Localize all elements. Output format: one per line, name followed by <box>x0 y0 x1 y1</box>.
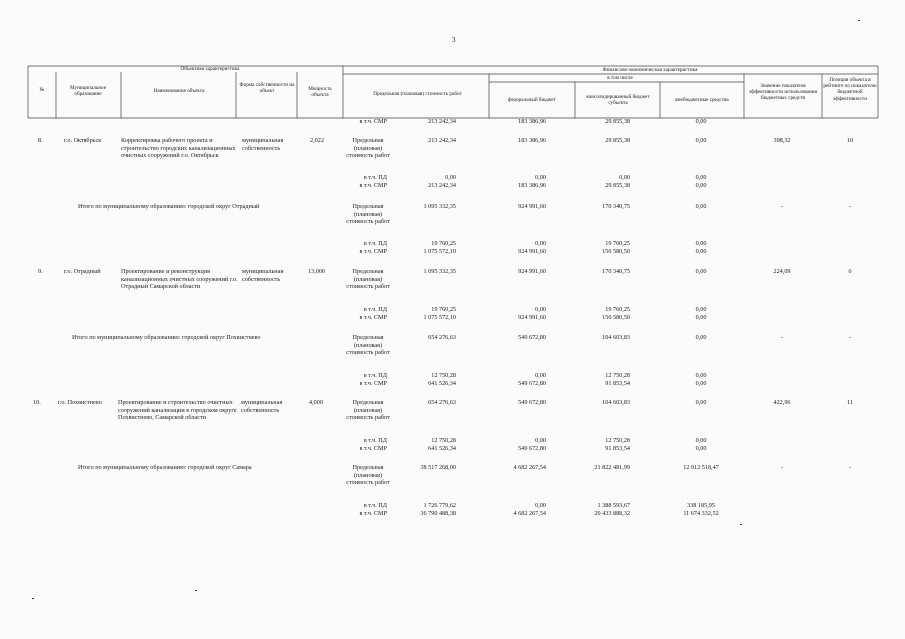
pd-federal-cell: 0,00 <box>535 372 546 379</box>
smr-extrabudget-cell: 0,00 <box>695 380 707 387</box>
federal-cell: 549 672,80 <box>518 334 546 341</box>
rank-cell: 11 <box>847 399 853 406</box>
efficiency-cell: - <box>780 203 784 210</box>
object-name-cell: Проектирование и строительство очистных сооружений канализации в городском округе Похвистнево, Самарской области <box>118 399 237 422</box>
smr-federal-cell: 549 672,80 <box>518 445 546 452</box>
efficiency-cell: 398,32 <box>773 137 791 144</box>
row-label: Предельная (плановая) стоимость работ <box>346 268 390 291</box>
pd-federal-cell: 0,00 <box>535 502 546 509</box>
federal-cell: 549 672,80 <box>518 399 546 406</box>
smr-label: в т.ч. СМР <box>359 380 387 387</box>
pd-cost-cell: 1 726 779,62 <box>423 502 456 509</box>
rank-cell: - <box>848 334 852 341</box>
consolidated-cell: 104 603,83 <box>602 399 630 406</box>
federal-cell: 4 682 267,54 <box>513 464 546 471</box>
smr-federal-cell: 183 386,96 <box>518 182 546 189</box>
row-label: в т.ч. СМР <box>359 118 387 125</box>
efficiency-cell: 422,96 <box>773 399 791 406</box>
page-number: 3 <box>452 36 456 44</box>
pd-consolidated-cell: 0,00 <box>619 174 630 181</box>
pd-label: в т.ч. ПД <box>363 240 387 247</box>
pd-federal-cell: 0,00 <box>535 240 546 247</box>
smr-consolidated-cell: 29 855,38 <box>605 182 630 189</box>
consolidated-cell: 104 603,83 <box>602 334 630 341</box>
pd-label: в т.ч. ПД <box>363 437 387 444</box>
pd-cost-cell: 12 750,28 <box>431 372 456 379</box>
federal-cell: 924 991,60 <box>518 203 546 210</box>
pd-consolidated-cell: 19 760,25 <box>605 240 630 247</box>
smr-consolidated-cell: 150 580,50 <box>602 314 630 321</box>
subtotal-title: Итого по муниципальному образованию: городской округ Самара <box>78 464 252 471</box>
smr-label: в т.ч. СМР <box>359 510 387 517</box>
capacity-cell: 4,000 <box>309 399 323 406</box>
pd-label: в т.ч. ПД <box>363 174 387 181</box>
cost-cell: 38 517 268,00 <box>420 464 456 471</box>
smr-consolidated-cell: 150 580,50 <box>602 248 630 255</box>
smr-extrabudget-cell: 0,00 <box>695 314 707 321</box>
header-object-name: Наименование объекта <box>153 88 205 94</box>
smr-federal-cell: 924 991,60 <box>518 248 546 255</box>
header-num: № <box>39 87 45 93</box>
smr-extrabudget-cell: 0,00 <box>695 182 707 189</box>
municipality-cell: г.о. Похвистнево <box>58 399 102 406</box>
header-consolidated: консолидированный бюджет субъекта <box>586 94 650 107</box>
scan-speck <box>32 598 34 599</box>
header-max-cost: Предельная (плановая) стоимость работ <box>373 91 462 97</box>
federal-cell: 924 991,60 <box>518 268 546 275</box>
object-name-cell: Корректировка рабочего проекта и строительство городских канализационных очистных сооружений г.о. Октябрьск <box>121 137 236 160</box>
row-label: Предельная (плановая) стоимость работ <box>346 399 390 422</box>
row-label: Предельная (плановая) стоимость работ <box>346 203 390 226</box>
pd-extrabudget-cell: 0,00 <box>695 437 707 444</box>
row-label: Предельная (плановая) стоимость работ <box>346 137 390 160</box>
scan-speck <box>195 590 197 591</box>
municipality-cell: г.о. Отрадный <box>64 268 101 275</box>
pd-label: в т.ч. ПД <box>363 306 387 313</box>
smr-label: в т.ч. СМР <box>359 314 387 321</box>
pd-consolidated-cell: 12 750,28 <box>605 437 630 444</box>
consolidated-cell: 29 855,38 <box>605 137 630 144</box>
consolidated-cell: 170 340,75 <box>602 203 630 210</box>
header-rank: Позиция объекта в рейтинге по показателю бюджетной эффективности <box>823 77 877 102</box>
municipality-cell: г.о. Октябрьск <box>64 137 102 144</box>
row-label: Предельная (плановая) стоимость работ <box>346 334 390 357</box>
capacity-cell: 13,000 <box>308 268 326 275</box>
smr-extrabudget-cell: 0,00 <box>695 248 707 255</box>
smr-extrabudget-cell: 0,00 <box>695 445 707 452</box>
rank-cell: - <box>848 464 852 471</box>
extrabudget-cell: 0,00 <box>695 399 707 406</box>
row-number: 8. <box>38 137 43 144</box>
row-label: Предельная (плановая) стоимость работ <box>346 464 390 487</box>
pd-extrabudget-cell: 0,00 <box>695 306 707 313</box>
extrabudget-cell: 0,00 <box>695 137 707 144</box>
cost-cell: 1 095 332,35 <box>423 268 456 275</box>
extrabudget-cell: 0,00 <box>695 118 707 125</box>
header-efficiency: Значение показателя эффективности использования бюджетных средств <box>749 83 817 102</box>
header-finance-group: Финансово-экономическая характеристика <box>602 67 698 73</box>
scan-speck <box>740 524 742 525</box>
pd-label: в т.ч. ПД <box>363 502 387 509</box>
smr-cost-cell: 641 526,34 <box>428 380 456 387</box>
row-number: 10. <box>33 399 41 406</box>
smr-federal-cell: 4 682 267,54 <box>513 510 546 517</box>
ownership-cell: муниципальная собственность <box>241 399 283 414</box>
pd-label: в т.ч. ПД <box>363 372 387 379</box>
pd-extrabudget-cell: 0,00 <box>695 240 707 247</box>
pd-cost-cell: 19 760,25 <box>431 240 456 247</box>
cost-cell: 654 276,63 <box>428 399 456 406</box>
efficiency-cell: - <box>780 334 784 341</box>
consolidated-cell: 29 855,38 <box>605 118 630 125</box>
rank-cell: 6 <box>848 268 852 275</box>
cost-cell: 213 242,34 <box>428 137 456 144</box>
pd-extrabudget-cell: 0,00 <box>695 372 707 379</box>
smr-extrabudget-cell: 11 674 332,52 <box>683 510 719 517</box>
pd-extrabudget-cell: 0,00 <box>695 174 707 181</box>
pd-cost-cell: 19 760,25 <box>431 306 456 313</box>
header-municipality: Муниципальное образование <box>70 85 106 98</box>
smr-consolidated-cell: 91 853,54 <box>605 380 630 387</box>
rank-cell: - <box>848 203 852 210</box>
smr-cost-cell: 1 075 572,10 <box>423 248 456 255</box>
smr-consolidated-cell: 91 853,54 <box>605 445 630 452</box>
smr-cost-cell: 36 790 488,38 <box>420 510 456 517</box>
capacity-cell: 2,022 <box>310 137 324 144</box>
header-ownership: Форма собственности на объект <box>239 82 295 95</box>
subtotal-title: Итого по муниципальному образованию: городской округ Похвистнево <box>72 334 261 341</box>
smr-consolidated-cell: 20 433 888,32 <box>594 510 630 517</box>
extrabudget-cell: 12 012 518,47 <box>683 464 719 471</box>
subtotal-title: Итого по муниципальному образованию: городской округ Отрадный <box>78 203 260 210</box>
smr-cost-cell: 213 242,34 <box>428 182 456 189</box>
cost-cell: 654 276,63 <box>428 334 456 341</box>
smr-label: в т.ч. СМР <box>359 445 387 452</box>
extrabudget-cell: 0,00 <box>695 268 707 275</box>
pd-consolidated-cell: 1 388 593,67 <box>597 502 630 509</box>
smr-label: в т.ч. СМР <box>359 182 387 189</box>
header-extrabudget: внебюджетные средства <box>675 97 729 103</box>
rank-cell: 10 <box>846 137 854 144</box>
federal-cell: 183 386,96 <box>518 137 546 144</box>
ownership-cell: муниципальная собственность <box>242 137 284 152</box>
ownership-cell: муниципальная собственность <box>242 268 284 283</box>
header-capacity: Мощность объекта <box>308 86 332 99</box>
pd-cost-cell: 0,00 <box>445 174 456 181</box>
cost-cell: 213 242,34 <box>428 118 456 125</box>
pd-federal-cell: 0,00 <box>535 174 546 181</box>
pd-federal-cell: 0,00 <box>535 437 546 444</box>
smr-federal-cell: 924 991,60 <box>518 314 546 321</box>
scan-speck <box>858 20 860 21</box>
pd-cost-cell: 12 750,28 <box>431 437 456 444</box>
pd-consolidated-cell: 19 760,25 <box>605 306 630 313</box>
header-object-group: Объектная характеристика <box>180 66 240 72</box>
header-federal: федеральный бюджет <box>508 97 556 103</box>
federal-cell: 183 386,96 <box>518 118 546 125</box>
smr-cost-cell: 641 526,34 <box>428 445 456 452</box>
pd-consolidated-cell: 12 750,28 <box>605 372 630 379</box>
smr-federal-cell: 549 672,80 <box>518 380 546 387</box>
efficiency-cell: - <box>780 464 784 471</box>
extrabudget-cell: 0,00 <box>695 334 707 341</box>
header-in-that-number: в том числе <box>607 75 633 81</box>
efficiency-cell: 224,09 <box>773 268 791 275</box>
pd-federal-cell: 0,00 <box>535 306 546 313</box>
smr-label: в т.ч. СМР <box>359 248 387 255</box>
cost-cell: 1 095 332,35 <box>423 203 456 210</box>
smr-cost-cell: 1 075 572,10 <box>423 314 456 321</box>
consolidated-cell: 170 340,75 <box>602 268 630 275</box>
consolidated-cell: 21 822 481,99 <box>594 464 630 471</box>
extrabudget-cell: 0,00 <box>695 203 707 210</box>
object-name-cell: Проектирование и реконструкция канализационных очистных сооружений г.о. Отрадный Самарской области <box>121 268 238 291</box>
pd-extrabudget-cell: 338 185,95 <box>687 502 715 509</box>
row-number: 9. <box>38 268 43 275</box>
